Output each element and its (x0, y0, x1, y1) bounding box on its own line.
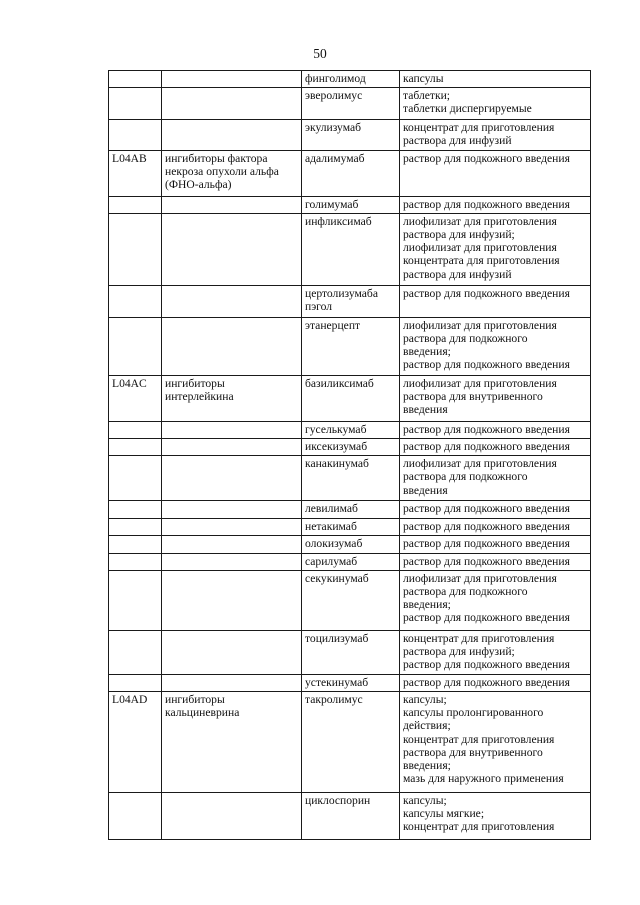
dosage-form-cell (400, 692, 591, 793)
group-name-cell (162, 501, 302, 519)
drug-name-cell (302, 196, 400, 213)
table-row (109, 519, 591, 536)
dosage-form-cell (400, 674, 591, 691)
drug-name-text: нетакимаб (305, 520, 357, 534)
dosage-form-text: лиофилизат для приготовления раствора для подкожного введения (403, 457, 557, 497)
drug-name-cell (302, 692, 400, 793)
drug-name-text: гуселькумаб (305, 422, 367, 436)
atc-code-text: L04AD (112, 693, 148, 707)
group-name-cell (162, 630, 302, 674)
group-name-cell (162, 439, 302, 456)
drug-name-text: базиликсимаб (305, 376, 374, 390)
dosage-form-cell (400, 501, 591, 519)
table-row (109, 150, 591, 196)
drug-name-text: олокизумаб (305, 537, 363, 551)
table-row (109, 196, 591, 213)
dosage-form-cell (400, 88, 591, 120)
dosage-form-cell (400, 570, 591, 630)
group-name-cell (162, 570, 302, 630)
dosage-form-text: раствор для подкожного введения (403, 440, 570, 454)
drug-name-text: такролимус (305, 693, 363, 707)
drug-name-cell (302, 536, 400, 553)
table-row (109, 630, 591, 674)
dosage-form-text: капсулы; капсулы пролонгированного действия; концентрат для приготовления раствора для внутривенного введения; мазь для наружного применения (403, 693, 564, 786)
drug-name-cell (302, 630, 400, 674)
dosage-form-cell (400, 630, 591, 674)
drug-name-cell (302, 150, 400, 196)
group-name-text: ингибиторы кальциневрина (165, 693, 240, 720)
atc-code-cell (109, 120, 162, 150)
drug-table (108, 70, 591, 840)
group-name-cell (162, 71, 302, 88)
drug-name-cell (302, 421, 400, 438)
dosage-form-cell (400, 71, 591, 88)
drug-name-cell (302, 456, 400, 501)
drug-name-text: устекинумаб (305, 675, 369, 689)
dosage-form-text: раствор для подкожного введения (403, 675, 570, 689)
group-name-cell (162, 196, 302, 213)
table-row (109, 501, 591, 519)
drug-name-text: эверолимус (305, 89, 363, 103)
table-row (109, 536, 591, 553)
atc-code-cell (109, 196, 162, 213)
drug-name-text: сарилумаб (305, 554, 358, 568)
dosage-form-text: капсулы; капсулы мягкие; концентрат для приготовления (403, 794, 555, 834)
group-name-cell (162, 553, 302, 570)
drug-name-cell (302, 501, 400, 519)
drug-name-text: левилимаб (305, 502, 358, 516)
dosage-form-cell (400, 519, 591, 536)
dosage-form-cell (400, 536, 591, 553)
group-name-cell (162, 519, 302, 536)
group-name-cell (162, 421, 302, 438)
table-row (109, 71, 591, 88)
drug-name-cell (302, 439, 400, 456)
dosage-form-cell (400, 439, 591, 456)
atc-code-cell (109, 213, 162, 285)
drug-name-cell (302, 213, 400, 285)
drug-name-text: экулизумаб (305, 121, 362, 135)
drug-name-cell (302, 120, 400, 150)
atc-code-cell (109, 150, 162, 196)
drug-name-cell (302, 553, 400, 570)
dosage-form-text: лиофилизат для приготовления раствора для инфузий; лиофилизат для приготовления концентрата для приготовления раствора для инфузий (403, 214, 560, 281)
drug-name-text: адалимумаб (305, 151, 365, 165)
page-number: 50 (313, 46, 327, 61)
dosage-form-text: раствор для подкожного введения (403, 537, 570, 551)
group-name-cell (162, 536, 302, 553)
drug-name-cell (302, 570, 400, 630)
dosage-form-text: раствор для подкожного введения (403, 554, 570, 568)
table-row (109, 793, 591, 840)
dosage-form-cell (400, 793, 591, 840)
drug-name-cell (302, 674, 400, 691)
atc-code-cell (109, 456, 162, 501)
drug-name-cell (302, 317, 400, 375)
drug-name-text: циклоспорин (305, 794, 371, 808)
atc-code-cell (109, 536, 162, 553)
atc-code-text: L04AB (112, 151, 147, 165)
table-row (109, 317, 591, 375)
table-row (109, 375, 591, 421)
dosage-form-cell (400, 317, 591, 375)
group-name-cell (162, 120, 302, 150)
dosage-form-text: лиофилизат для приготовления раствора для подкожного введения; раствор для подкожного введения (403, 571, 570, 625)
table-row (109, 285, 591, 317)
drug-name-cell (302, 285, 400, 317)
drug-name-cell (302, 71, 400, 88)
drug-name-text: цертолизумаба пэгол (305, 286, 378, 314)
group-name-cell (162, 285, 302, 317)
table-row (109, 674, 591, 691)
dosage-form-cell (400, 196, 591, 213)
atc-code-cell (109, 570, 162, 630)
drug-name-text: этанерцепт (305, 318, 361, 332)
dosage-form-cell (400, 213, 591, 285)
atc-code-cell (109, 317, 162, 375)
atc-code-cell (109, 674, 162, 691)
group-name-text: ингибиторы интерлейкина (165, 376, 234, 404)
drug-name-cell (302, 375, 400, 421)
table-row (109, 570, 591, 630)
group-name-cell (162, 793, 302, 840)
dosage-form-cell (400, 120, 591, 150)
dosage-form-text: лиофилизат для приготовления раствора для подкожного введения; раствор для подкожного введения (403, 318, 570, 372)
atc-code-cell (109, 88, 162, 120)
dosage-form-text: таблетки; таблетки диспергируемые (403, 89, 532, 116)
group-name-cell (162, 213, 302, 285)
drug-name-cell (302, 793, 400, 840)
group-name-cell (162, 150, 302, 196)
atc-code-cell (109, 519, 162, 536)
atc-code-cell (109, 439, 162, 456)
drug-name-text: тоцилизумаб (305, 631, 369, 645)
atc-code-cell (109, 692, 162, 793)
drug-name-text: финголимод (305, 72, 366, 85)
table-row (109, 421, 591, 438)
atc-code-cell (109, 375, 162, 421)
drug-name-cell (302, 88, 400, 120)
drug-name-text: иксекизумаб (305, 440, 368, 454)
group-name-cell (162, 317, 302, 375)
group-name-text: ингибиторы фактора некроза опухоли альфа (ФНО-альфа) (165, 151, 279, 192)
table-row (109, 120, 591, 150)
drug-name-text: инфликсимаб (305, 214, 372, 228)
atc-code-cell (109, 793, 162, 840)
dosage-form-text: концентрат для приготовления раствора для инфузий (403, 121, 555, 148)
table-row (109, 692, 591, 793)
dosage-form-text: раствор для подкожного введения (403, 286, 570, 300)
atc-code-cell (109, 630, 162, 674)
atc-code-text: L04AC (112, 376, 147, 390)
table-row (109, 553, 591, 570)
atc-code-cell (109, 501, 162, 519)
dosage-form-text: лиофилизат для приготовления раствора для внутривенного введения (403, 376, 557, 417)
drug-name-text: голимумаб (305, 197, 359, 211)
drug-name-text: секукинумаб (305, 571, 369, 585)
atc-code-cell (109, 421, 162, 438)
dosage-form-cell (400, 285, 591, 317)
table-row (109, 439, 591, 456)
dosage-form-cell (400, 150, 591, 196)
group-name-cell (162, 375, 302, 421)
dosage-form-cell (400, 456, 591, 501)
table-row (109, 456, 591, 501)
drug-name-cell (302, 519, 400, 536)
dosage-form-cell (400, 375, 591, 421)
group-name-cell (162, 674, 302, 691)
atc-code-cell (109, 71, 162, 88)
dosage-form-text: раствор для подкожного введения (403, 520, 570, 534)
dosage-form-cell (400, 421, 591, 438)
atc-code-cell (109, 553, 162, 570)
dosage-form-cell (400, 553, 591, 570)
dosage-form-text: раствор для подкожного введения (403, 422, 570, 436)
dosage-form-text: раствор для подкожного введения (403, 502, 570, 516)
atc-code-cell (109, 285, 162, 317)
dosage-form-text: концентрат для приготовления раствора для инфузий; раствор для подкожного введения (403, 631, 570, 672)
table-body (109, 71, 591, 840)
table-row (109, 88, 591, 120)
dosage-form-text: раствор для подкожного введения (403, 151, 570, 165)
dosage-form-text: раствор для подкожного введения (403, 197, 570, 211)
drug-name-text: канакинумаб (305, 457, 369, 471)
dosage-form-text: капсулы (403, 72, 444, 85)
table-row (109, 213, 591, 285)
group-name-cell (162, 692, 302, 793)
group-name-cell (162, 456, 302, 501)
group-name-cell (162, 88, 302, 120)
